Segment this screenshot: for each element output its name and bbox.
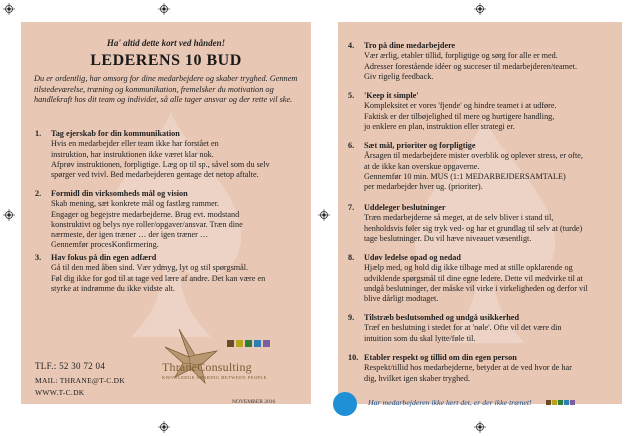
item-title: Etabler respekt og tillid om din egen person xyxy=(364,353,517,362)
tagline: Ha' altid dette kort ved hånden! xyxy=(106,38,226,48)
item-body: Gå til den med åben sind. Vær ydmyg, lyt og stil spørgsmål. Føl dig ikke for god til at tage ved lære af andre. Det kan være en styrke at indrømme du ikke vidste alt. xyxy=(51,263,266,293)
item-body: Kompleksitet er vores 'fjende' og hindre teamet i at udføre. Faktisk er der tilbøjelighed til mere og hurtigere handling, jo enklere en plan, instruktion eller strategi er. xyxy=(364,101,557,131)
item-body: Respekt/tillid hos medarbejderne, betyder at de ved hvor de har dig, hvilket igen skaber tryghed. xyxy=(364,363,572,383)
item-body: Træf en beslutning i stedet for at 'nøle'. Ofte vil det være din intuition som du skal lytte/føle til. xyxy=(364,323,562,343)
company-logo-text: ThraneConsulting xyxy=(162,360,252,374)
list-item xyxy=(348,313,618,344)
item-title: Udøv ledelse opad og nedad xyxy=(364,253,461,262)
blue-circle-icon xyxy=(333,392,357,416)
item-number: 4. xyxy=(348,41,355,50)
item-title: Hav fokus på din egen adfærd xyxy=(51,253,157,262)
color-square xyxy=(227,340,234,347)
email-address: MAIL: THRANE@T-C.DK xyxy=(35,376,126,385)
list-item xyxy=(348,203,618,244)
item-number: 10. xyxy=(348,353,359,362)
registration-mark-icon xyxy=(3,209,15,221)
list-item xyxy=(35,189,307,251)
page-title: LEDERENS 10 BUD xyxy=(90,52,242,69)
list-item xyxy=(348,91,618,132)
item-number: 5. xyxy=(348,91,355,100)
list-item xyxy=(348,141,618,192)
registration-mark-icon xyxy=(474,421,486,433)
card-front xyxy=(21,22,311,404)
list-item xyxy=(348,41,618,82)
item-body: Årsagen til medarbejdere mister overblik og oplever stress, er ofte, at de ikke kan overskue opgaverne. Gennemfør 10 min. MUS (1:1 MEDARBEJDERSAMTALE) per medarbejder hver ug. (prioriter). xyxy=(364,151,583,192)
item-title: Tro på dine medarbejdere xyxy=(364,41,456,50)
registration-mark-icon xyxy=(474,3,486,15)
item-number: 1. xyxy=(35,129,42,138)
intro-paragraph: Du er ordentlig, har omsorg for dine medarbejdere og skaber tryghed. Gennem tilstedeværelse, træning og kommunikation, fremelsker du motivation og handlekraft hos dit team og individet, så alle tager ansvar og der rette vil ske. xyxy=(34,74,298,105)
item-number: 6. xyxy=(348,141,355,150)
color-square xyxy=(546,400,551,405)
list-item xyxy=(348,353,618,384)
color-square xyxy=(236,340,243,347)
item-title: Formidl din virksomheds mål og vision xyxy=(51,189,188,198)
item-number: 7. xyxy=(348,203,355,212)
item-title: Tilstræb beslutsomhed og undgå usikkerhed xyxy=(364,313,519,322)
item-body: Hvis en medarbejder eller team ikke har forstået en instruktion, har instruktionen ikke været klar nok. Afprøv instruktionen, forpligtige. Læg op til sp., såvel som du selv spørger ved tvivl. Bed medarbejderen gentage det netop aftalte. xyxy=(51,139,270,180)
color-square xyxy=(254,340,261,347)
item-title: Uddeleger beslutninger xyxy=(364,203,446,212)
registration-mark-icon xyxy=(158,3,170,15)
registration-mark-icon xyxy=(318,209,330,221)
phone-number: TLF.: 52 30 72 04 xyxy=(35,361,106,371)
print-date: NOVEMBER 2016 xyxy=(232,399,276,405)
list-item xyxy=(35,129,307,180)
color-square xyxy=(245,340,252,347)
item-title: Tag ejerskab for din kommunikation xyxy=(51,129,180,138)
color-square xyxy=(570,400,575,405)
color-squares xyxy=(227,340,270,347)
item-body: Træn medarbejderne så meget, at de selv bliver i stand til, henholdsvis føler sig tryk ved- og har et grundlag til selv at (turde) tage beslutninger. Du vil hæve niveauet væsentligt. xyxy=(364,213,583,243)
item-title: Sæt mål, prioriter og forpligtige xyxy=(364,141,476,150)
color-square xyxy=(558,400,563,405)
card-back xyxy=(338,22,622,404)
item-title: 'Keep it simple' xyxy=(364,91,419,100)
list-item xyxy=(35,253,307,294)
item-number: 3. xyxy=(35,253,42,262)
color-square xyxy=(564,400,569,405)
color-square xyxy=(263,340,270,347)
item-body: Vær ærlig, etabler tillid, forpligtige og sørg for alle er med. Adresser forestående idéer og succeser til medarbejderen/teamet. Giv rigelig feedback. xyxy=(364,51,577,81)
item-number: 2. xyxy=(35,189,42,198)
website-url: WWW.T-C.DK xyxy=(35,388,85,397)
list-item xyxy=(348,253,618,304)
item-number: 9. xyxy=(348,313,355,322)
company-slogan: KNOWLEDGE SHARING BETWEEN PEOPLE xyxy=(162,375,267,380)
registration-mark-icon xyxy=(158,421,170,433)
footer-slogan: Har medarbejderen ikke lært det, er der ikke trænet! xyxy=(368,398,532,407)
color-square xyxy=(552,400,557,405)
item-number: 8. xyxy=(348,253,355,262)
registration-mark-icon xyxy=(3,3,15,15)
item-body: Skab mening, sæt konkrete mål og fastlæg rammer. Engager og begejstre medarbejderne. Brug evt. modstand konstruktivt og belys nye roller/opgaver/ansvar. Træn dine nærmeste, der igen træner … der igen træner … Gennemfør procesKonfirmering. xyxy=(51,199,243,250)
color-squares xyxy=(546,400,575,405)
item-body: Hjælp med, og hold dig ikke tilbage med at stille opklarende og udviklende spørgsmål til dine egne ledere. Dette vil medvirke til at undgå beslutninger, der måske vil virke i virkeligheden og derfor vil blive dårligt modtaget. xyxy=(364,263,588,304)
